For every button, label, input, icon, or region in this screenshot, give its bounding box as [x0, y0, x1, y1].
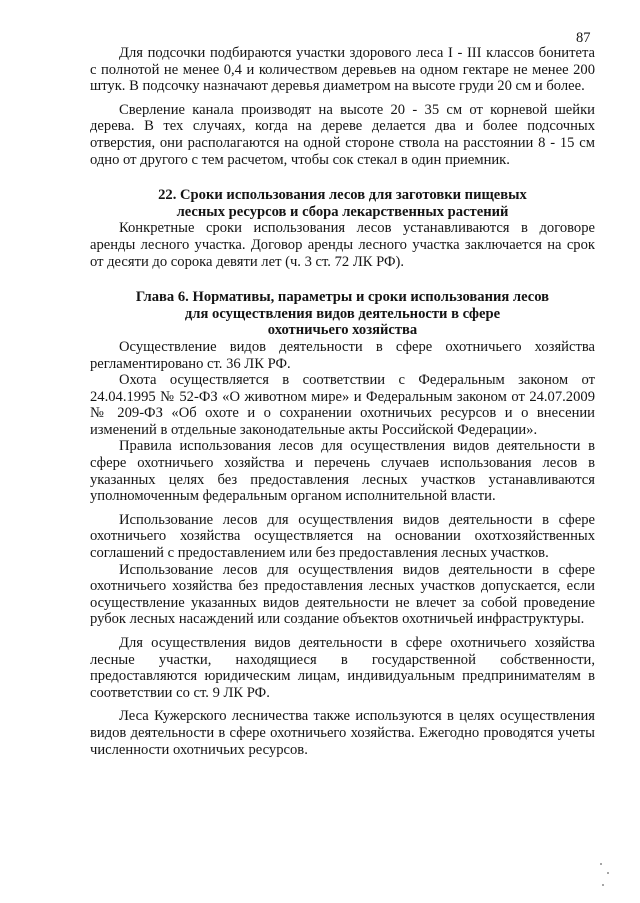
scan-specks	[598, 860, 612, 890]
paragraph-drilling-channel: Сверление канала производят на высоте 20 - 35 см от корневой шейки дерева. В тех случаях, когда на дереве делается два и более подсочных отверстия, они располагаются на одной стороне ствола на расстоянии 8 - 15 см одно от другого с тем расчетом, чтобы сок стекал в один приемник.	[90, 101, 595, 168]
chapter-6-paragraph: Правила использования лесов для осуществления видов деятельности в сфере охотничьего хозяйства и перечень случаев использования лесов в указанных целях без предоставления лесных участков устанавливаются уполномоченным федеральным органом исполнительной власти.	[90, 438, 595, 505]
page-number: 87	[576, 30, 591, 46]
chapter-6-heading-line-2: для осуществления видов деятельности в сфере	[184, 305, 501, 322]
section-22-paragraph: Конкретные сроки использования лесов устанавливаются в договоре аренды лесного участка. Договор аренды лесного участка заключается на срок от десяти до сорока девяти лет (ч. 3 ст. 72 ЛК РФ).	[90, 220, 595, 270]
chapter-6-paragraph: Использование лесов для осуществления видов деятельности в сфере охотничьего хозяйства без предоставления лесных участков допускается, если осуществление указанных видов деятельности не влечет за собой проведение рубок лесных насаждений или создание объектов охотничьей инфраструктуры.	[90, 561, 595, 628]
paragraph-tapping-areas: Для подсочки подбираются участки здорового леса I - III классов бонитета с полнотой не менее 0,4 и количеством деревьев на одном гектаре не менее 200 штук. В подсочку назначают деревья диаметром на высоте груди 20 см и более.	[90, 45, 595, 95]
chapter-6-paragraph: Охота осуществляется в соответствии с Федеральным законом от 24.04.1995 № 52-ФЗ «О животном мире» и Федеральным законом от 24.07.2009 № 209-ФЗ «Об охоте и о сохранении охотничьих ресурсов и о внесении изменений в отдельные законодательные акты Российской Федерации».	[90, 372, 595, 438]
chapter-6-paragraph: Использование лесов для осуществления видов деятельности в сфере охотничьего хозяйства осуществляется на основании охотхозяйственных соглашений с предоставлением или без предоставления лесных участков.	[90, 511, 595, 562]
chapter-6-heading-line-1: Глава 6. Нормативы, параметры и сроки использования лесов	[135, 289, 550, 306]
chapter-6-paragraph: Осуществление видов деятельности в сфере охотничьего хозяйства регламентировано ст. 36 ЛК РФ.	[90, 338, 595, 372]
chapter-6-paragraph: Леса Кужерского лесничества также используются в целях осуществления видов деятельности в сфере охотничьего хозяйства. Ежегодно проводятся учеты численности охотничьих ресурсов.	[90, 708, 595, 758]
page-content	[90, 45, 595, 765]
chapter-6-paragraph: Для осуществления видов деятельности в сфере охотничьего хозяйства лесные участки, находящиеся в государственной собственности, предоставляются юридическим лицам, индивидуальным предпринимателям в соответствии со ст. 9 ЛК РФ.	[90, 635, 595, 701]
section-22-heading-line-1: 22. Сроки использования лесов для заготовки пищевых	[158, 187, 527, 204]
section-22-heading-line-2: лесных ресурсов и сбора лекарственных растений	[176, 203, 509, 220]
chapter-6-heading-line-3: охотничьего хозяйства	[267, 322, 418, 339]
